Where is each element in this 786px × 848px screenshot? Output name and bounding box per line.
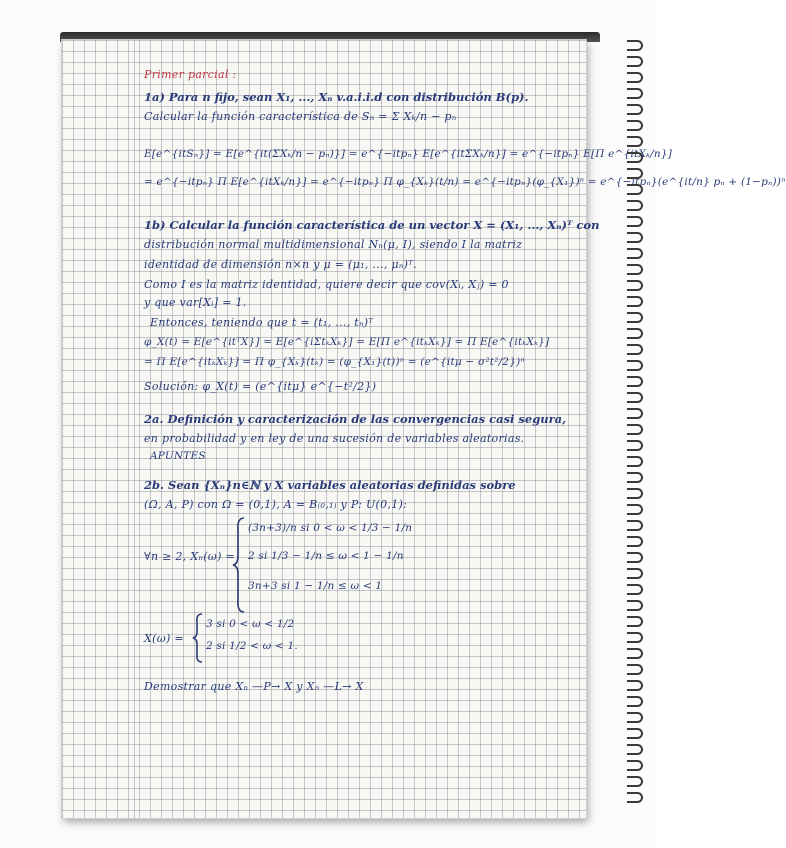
spiral-ring [627, 760, 643, 771]
conclusion-statement: Demostrar que Xₙ —P→ X y Xₙ —L→ X [144, 680, 364, 693]
xn-case-2: 2 si 1/3 − 1/n ≤ ω < 1 − 1/n [248, 550, 404, 562]
spiral-ring [627, 632, 643, 643]
spiral-ring [627, 472, 643, 483]
spiral-ring [627, 504, 643, 515]
xn-case-1: (3n+3)/n si 0 < ω < 1/3 − 1/n [248, 522, 413, 534]
problem-1b-statement: 1b) Calcular la función característica de un vector X = (X₁, ..., Xₙ)ᵀ con [144, 218, 600, 232]
spiral-ring [627, 424, 643, 435]
problem-1a-statement: 1a) Para n fijo, sean X₁, ..., Xₙ v.a.i.i.d con distribución B(p). [144, 90, 529, 104]
spiral-ring [627, 728, 643, 739]
spiral-ring [627, 488, 643, 499]
spiral-ring [627, 776, 643, 787]
problem-1a-step-1: E[e^{itSₙ}] = E[e^{it(ΣXₖ/n − pₙ)}] = e^{−itpₙ} E[e^{itΣXₖ/n}] = e^{−itpₙ} E[Π e^{itXₖ/n}] [144, 148, 673, 160]
spiral-ring [627, 296, 643, 307]
spiral-ring [627, 520, 643, 531]
spiral-ring [627, 168, 643, 179]
spiral-ring [627, 104, 643, 115]
spiral-ring [627, 568, 643, 579]
spiral-ring [627, 184, 643, 195]
spiral-ring [627, 680, 643, 691]
problem-1b-line-8: = Π E[e^{itₖXₖ}] = Π φ_{Xₖ}(tₖ) = (φ_{X₁}(t))ⁿ = (e^{itμ − σ²t²/2})ⁿ [144, 356, 525, 368]
spiral-ring [627, 536, 643, 547]
problem-1a-step-2: = e^{−itpₙ} Π E[e^{itXₖ/n}] = e^{−itpₙ} Π φ_{Xₖ}(t/n) = e^{−itpₙ}(φ_{X₁})ⁿ = e^{−itpₙ}(e^{it/n} pₙ + (1−pₙ))ⁿ [144, 176, 786, 188]
spiral-ring [627, 232, 643, 243]
spiral-ring [627, 696, 643, 707]
spiral-ring [627, 40, 643, 51]
spiral-ring [627, 120, 643, 131]
problem-2b-statement: 2b. Sean {Xₙ}n∈ℕ y X variables aleatorias definidas sobre [144, 478, 516, 492]
spiral-ring [627, 584, 643, 595]
spiral-ring [627, 648, 643, 659]
x-cases-brace [192, 612, 204, 664]
spiral-ring [627, 200, 643, 211]
x-definition-label: X(ω) = [144, 632, 184, 645]
problem-1b-line-2: distribución normal multidimensional Nₙ(μ, I), siendo I la matriz [144, 238, 523, 251]
spiral-ring [627, 152, 643, 163]
spiral-ring [627, 408, 643, 419]
spiral-ring [627, 440, 643, 451]
page-title: Primer parcial : [144, 68, 237, 81]
spiral-ring [627, 664, 643, 675]
spiral-ring [627, 360, 643, 371]
spiral-ring [627, 328, 643, 339]
spiral-ring [627, 600, 643, 611]
spiral-ring [627, 136, 643, 147]
spiral-ring [627, 248, 643, 259]
x-case-2: 2 si 1/2 < ω < 1. [206, 640, 298, 652]
xn-case-3: 3n+3 si 1 − 1/n ≤ ω < 1 [248, 580, 383, 592]
spiral-ring [627, 216, 643, 227]
problem-1b-line-4: Como I es la matriz identidad, quiere decir que cov(Xᵢ, Xⱼ) = 0 [144, 278, 509, 291]
margin-line [134, 40, 135, 818]
problem-1b-line-7: φ_X(t) = E[e^{itᵀX}] = E[e^{iΣtₖXₖ}] = E[Π e^{itₖXₖ}] = Π E[e^{itₖXₖ}] [144, 336, 550, 348]
spiral-ring [627, 552, 643, 563]
xn-definition-label: ∀n ≥ 2, Xₙ(ω) = [144, 550, 235, 563]
spiral-ring [627, 280, 643, 291]
problem-1b-line-5: y que var[Xᵢ] = 1. [144, 296, 247, 309]
spiral-ring [627, 312, 643, 323]
spiral-ring [627, 344, 643, 355]
problem-2b-line-2: (Ω, A, P) con Ω = (0,1), A = B₍₀,₁₎ y P: U(0,1): [144, 498, 408, 511]
problem-2a-notes: APUNTES [150, 450, 206, 462]
spiral-ring [627, 392, 643, 403]
problem-1b-line-3: identidad de dimensión n×n y μ = (μ₁, ..., μₙ)ᵀ. [144, 258, 417, 271]
spiral-ring [627, 376, 643, 387]
problem-1a-task: Calcular la función característica de Sₙ = Σ Xₖ/n − pₙ [144, 110, 457, 123]
spiral-ring [627, 616, 643, 627]
spiral-ring [627, 456, 643, 467]
x-case-1: 3 si 0 < ω < 1/2 [206, 618, 295, 630]
problem-2a-statement: 2a. Definición y caracterización de las convergencias casi segura, [144, 412, 567, 426]
spiral-ring [627, 792, 643, 803]
spiral-ring [627, 744, 643, 755]
spiral-ring [627, 56, 643, 67]
spiral-ring [627, 88, 643, 99]
problem-2a-line-2: en probabilidad y en ley de una sucesión de variables aleatorias. [144, 432, 525, 445]
spiral-ring [627, 72, 643, 83]
spiral-binding [627, 40, 643, 820]
problem-1b-solution: Solución: φ_X(t) = (e^{itμ} e^{−t²/2}) [144, 380, 377, 393]
spiral-ring [627, 712, 643, 723]
notebook-page [62, 40, 786, 818]
xn-cases-brace [232, 516, 246, 614]
spiral-ring [627, 264, 643, 275]
problem-1b-line-6: Entonces, teniendo que t = (t₁, ..., tₙ)ᵀ [150, 316, 374, 329]
